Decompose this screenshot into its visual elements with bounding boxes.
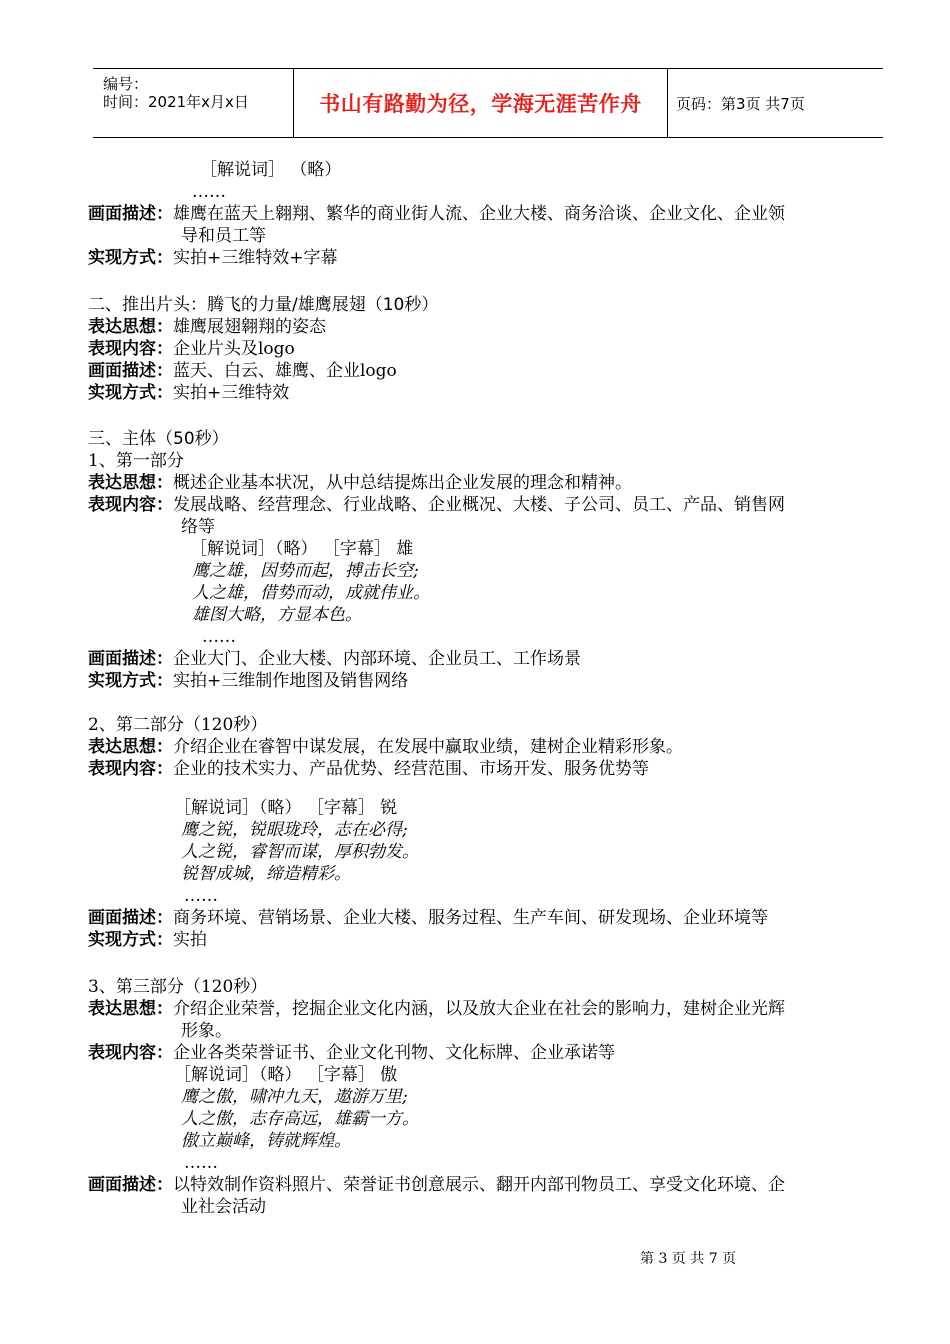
poem-line: 人之傲，志存高远，雄霸一方。 <box>181 1109 419 1129</box>
header-page-code: 页码：第3页 共7页 <box>676 94 805 113</box>
idea-line <box>88 736 683 758</box>
idea-label: 表达思想： <box>88 737 173 757</box>
method-label: 实现方式： <box>88 383 173 403</box>
method-line <box>88 670 408 692</box>
method-line <box>88 382 289 404</box>
header-meta-cell <box>93 69 294 137</box>
scene-line <box>88 1174 785 1196</box>
narration-line: ［解说词］（略） ［字幕］ 锐 <box>174 798 398 818</box>
scene-label: 画面描述： <box>88 204 173 224</box>
content-label: 表现内容： <box>88 759 173 779</box>
content-text: 企业各类荣誉证书、企业文化刊物、文化标牌、企业承诺等 <box>173 1043 615 1063</box>
section-title: 三、主体（50秒） <box>88 429 229 449</box>
method-text: 实拍+三维特效+字幕 <box>173 248 338 268</box>
content-label: 表现内容： <box>88 1043 173 1063</box>
poem-line: 人之雄，借势而动，成就伟业。 <box>192 583 430 603</box>
poem-line: 鹰之雄，因势而起，搏击长空; <box>192 561 419 581</box>
idea-label: 表达思想： <box>88 317 173 337</box>
idea-text: 概述企业基本状况，从中总结提炼出企业发展的理念和精神。 <box>173 473 632 493</box>
method-text: 实拍+三维特效 <box>173 383 290 403</box>
content-text: 企业的技术实力、产品优势、经营范围、市场开发、服务优势等 <box>173 759 649 779</box>
document-time-label: 时间：2021年x月x日 <box>103 93 249 111</box>
method-label: 实现方式： <box>88 248 173 268</box>
header-page-cell <box>668 69 883 137</box>
document-number-label: 编号： <box>103 75 149 93</box>
header-motto-cell <box>294 69 668 137</box>
idea-label: 表达思想： <box>88 473 173 493</box>
content-text: 企业片头及logo <box>173 339 295 359</box>
ellipsis: …… <box>202 627 236 647</box>
scene-label: 画面描述： <box>88 649 173 669</box>
idea-text: 介绍企业在睿智中谋发展，在发展中赢取业绩，建树企业精彩形象。 <box>173 737 683 757</box>
ellipsis: …… <box>184 886 218 906</box>
scene-label: 画面描述： <box>88 908 173 928</box>
scene-text: 雄鹰在蓝天上翱翔、繁华的商业街人流、企业大楼、商务洽谈、企业文化、企业领 <box>173 204 785 224</box>
idea-label: 表达思想： <box>88 999 173 1019</box>
poem-line: 傲立巅峰，铸就辉煌。 <box>181 1131 351 1151</box>
content-line <box>88 758 649 780</box>
scene-text: 以特效制作资料照片、荣誉证书创意展示、翻开内部刊物员工、享受文化环境、企 <box>173 1175 785 1195</box>
scene-line <box>88 907 768 929</box>
page-footer: 第 3 页 共 7 页 <box>640 1251 737 1267</box>
idea-line <box>88 316 326 338</box>
content-line <box>88 494 785 516</box>
idea-line <box>88 472 632 494</box>
content-text-continued: 络等 <box>181 517 215 537</box>
idea-line <box>88 998 785 1020</box>
poem-line: 雄图大略，方显本色。 <box>192 605 362 625</box>
scene-line <box>88 360 397 382</box>
section-title: 二、推出片头：腾飞的力量/雄鹰展翅（10秒） <box>88 295 439 315</box>
document-header <box>93 68 883 138</box>
poem-line: 鹰之锐，锐眼珑玲，志在必得; <box>181 820 408 840</box>
header-motto: 书山有路勤为径，学海无涯苦作舟 <box>319 92 642 116</box>
scene-text-continued: 业社会活动 <box>181 1197 266 1217</box>
poem-line: 人之锐，睿智而谋，厚积勃发。 <box>181 842 419 862</box>
method-line <box>88 247 338 269</box>
content-label: 表现内容： <box>88 495 173 515</box>
scene-label: 画面描述： <box>88 361 173 381</box>
idea-text-continued: 形象。 <box>181 1021 232 1041</box>
content-line <box>88 338 295 360</box>
narration-line: ［解说词］（略） ［字幕］ 傲 <box>174 1065 398 1085</box>
part-title: 2、第二部分（120秒） <box>88 715 268 735</box>
poem-line: 锐智成城，缔造精彩。 <box>181 864 351 884</box>
scene-text: 企业大门、企业大楼、内部环境、企业员工、工作场景 <box>173 649 581 669</box>
method-text: 实拍+三维制作地图及销售网络 <box>173 671 409 691</box>
idea-text: 雄鹰展翅翱翔的姿态 <box>173 317 326 337</box>
scene-line <box>88 648 581 670</box>
content-line <box>88 1042 615 1064</box>
scene-line <box>88 203 785 225</box>
scene-label: 画面描述： <box>88 1175 173 1195</box>
poem-line: 鹰之傲，啸冲九天，遨游万里; <box>181 1087 408 1107</box>
method-line <box>88 929 207 951</box>
scene-text: 蓝天、白云、雄鹰、企业logo <box>173 361 397 381</box>
narration-line: ［解说词］ （略） <box>200 160 342 180</box>
ellipsis: …… <box>184 1153 218 1173</box>
part-title: 3、第三部分（120秒） <box>88 977 268 997</box>
ellipsis: …… <box>192 182 226 202</box>
method-text: 实拍 <box>173 930 207 950</box>
scene-text: 商务环境、营销场景、企业大楼、服务过程、生产车间、研发现场、企业环境等 <box>173 908 768 928</box>
content-label: 表现内容： <box>88 339 173 359</box>
content-text: 发展战略、经营理念、行业战略、企业概况、大楼、子公司、员工、产品、销售网 <box>173 495 785 515</box>
scene-text-continued: 导和员工等 <box>181 226 266 246</box>
idea-text: 介绍企业荣誉，挖掘企业文化内涵，以及放大企业在社会的影响力，建树企业光辉 <box>173 999 785 1019</box>
method-label: 实现方式： <box>88 671 173 691</box>
method-label: 实现方式： <box>88 930 173 950</box>
part-title: 1、第一部分 <box>88 451 184 471</box>
narration-line: ［解说词］（略） ［字幕］ 雄 <box>190 539 414 559</box>
